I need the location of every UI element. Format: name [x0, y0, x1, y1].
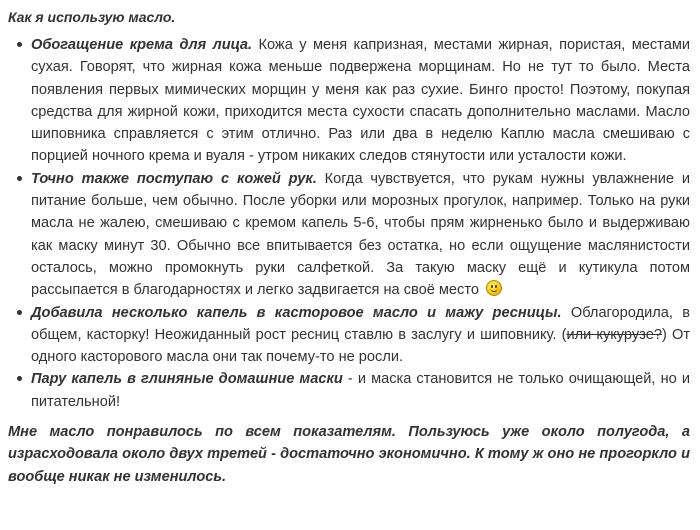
item-lead: Добавила несколько капель в касторовое масло и мажу ресницы. [31, 304, 562, 321]
item-lead: Обогащение крема для лица. [31, 37, 253, 53]
smiley-icon [486, 280, 502, 296]
list-item [31, 34, 690, 168]
conclusion-paragraph: Мне масло понравилось по всем показателям. Пользуюсь уже около полугода, а израсходовала около двух третей - достаточно экономично. К тому ж оно не прогоркло и вообще никак не изменилось. [8, 424, 690, 485]
item-text: - и маска становится не только очищающей, но и питательной! [31, 371, 690, 410]
list-item [31, 168, 690, 302]
bullet-icon [17, 42, 22, 47]
usage-list [8, 34, 690, 413]
item-text: ) От одного касторового масла они так почему-то не росли. [31, 326, 690, 366]
list-item [31, 368, 690, 413]
item-text: Облагородила, в общем, касторку! Неожиданный рост ресниц ставлю в заслугу и шиповнику. ( [31, 304, 691, 343]
section-heading: Как я использую масло. [8, 9, 176, 25]
item-lead: Точно также поступаю с кожей рук. [31, 170, 317, 187]
item-text: Когда чувствуется, что рукам нужны увлажнение и питание больше, чем обычно. После уборки или морозных прогулок, например. Только на руки масла не жалею, смешиваю с кремом капель 5-6, чтобы прям жирненько было и выдерживаю как маску минут 30. Обычно все впитывается без остатка, но если ощущение маслянистости осталось, можно промокнуть руки салфеткой. За такую маску ещё и кутикула потом рассыпается в благодарностях и легко задвигается на своё место [31, 170, 690, 299]
bullet-icon [17, 310, 22, 315]
list-item [31, 302, 690, 369]
item-text: Кожа у меня капризная, местами жирная, пористая, местами сухая. Говорят, что жирная кожа меньше подвержена морщинам. Но не тут то было. Места появления первых мимических морщин у меня как раз сухие. Бинго просто! Поэтому, покупая средства для жирной кожи, приходится места сухости спасать дополнительно маслами. Масло шиповника справляется с этим отлично. Раз или два в неделю Каплю масла смешиваю с порцией ночного крема и вуаля - утром никаких следов стянутости или усталости кожи. [31, 37, 691, 165]
item-lead: Пару капель в глиняные домашние маски [31, 371, 343, 388]
bullet-icon [17, 376, 22, 381]
bullet-icon [17, 176, 22, 181]
strikethrough-text: или кукурузе? [566, 326, 662, 343]
